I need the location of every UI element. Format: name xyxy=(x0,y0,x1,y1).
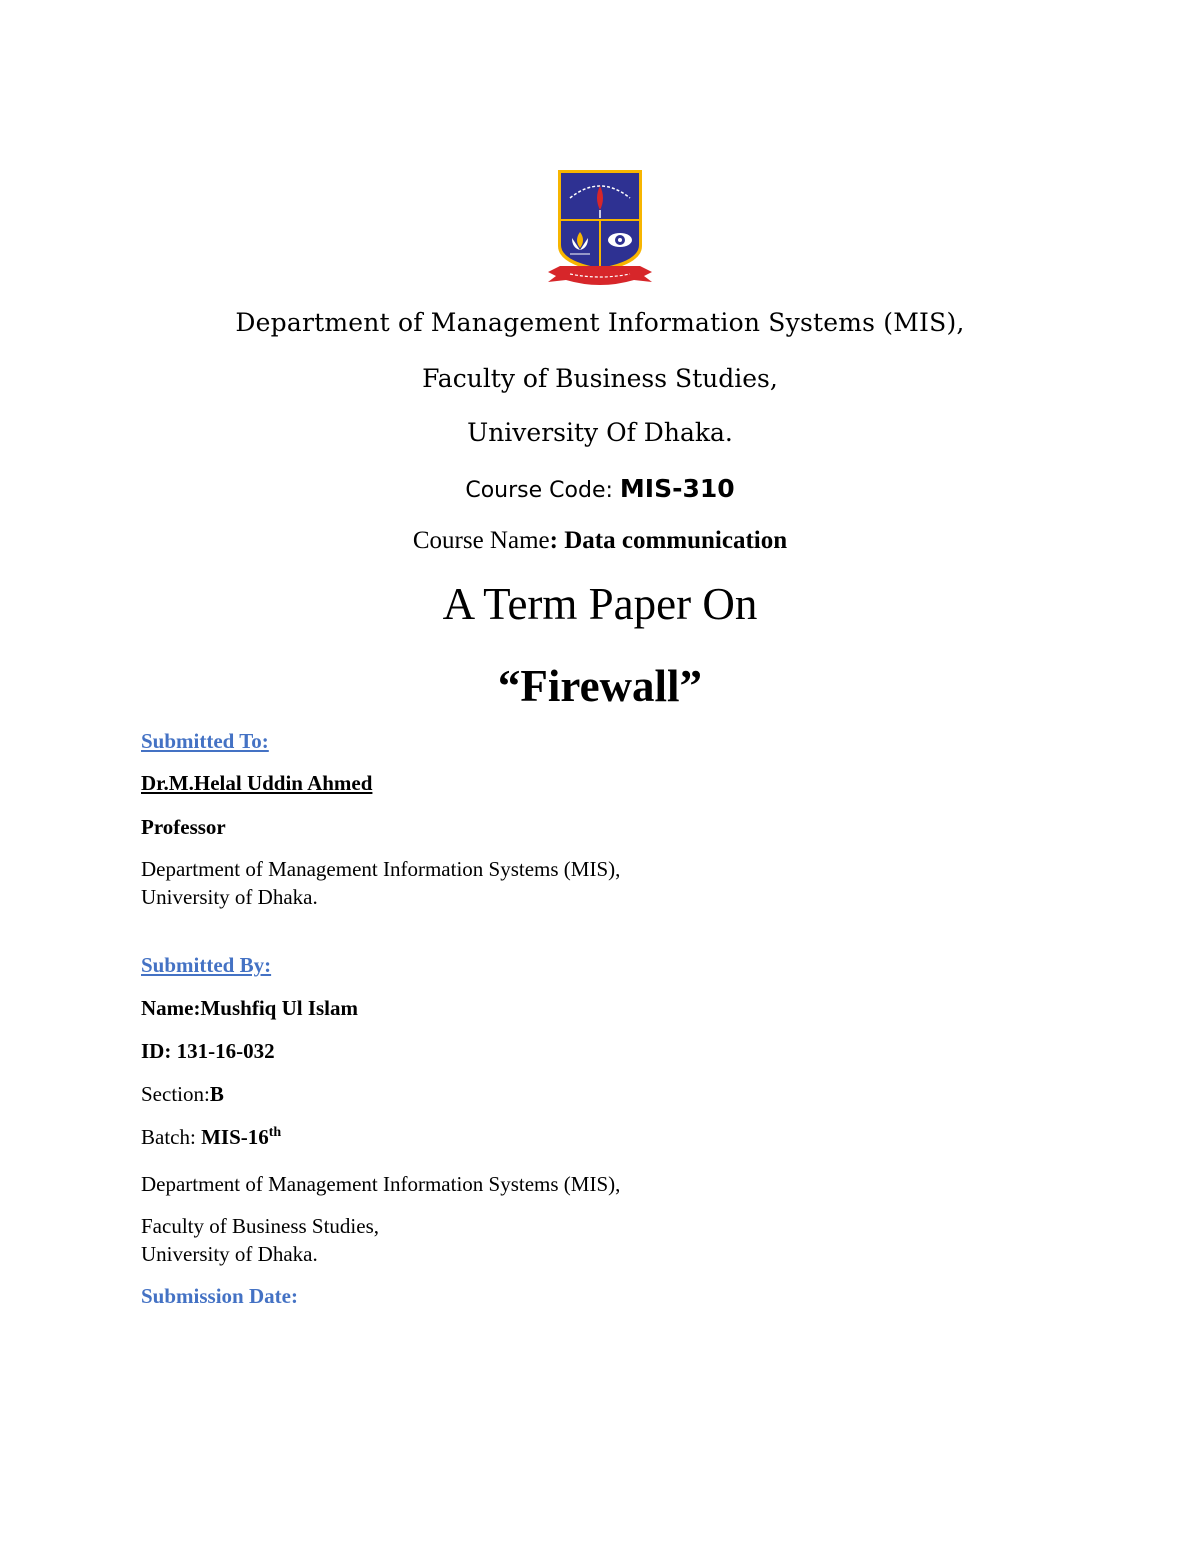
student-batch xyxy=(141,1125,281,1150)
supervisor-department: Department of Management Information Systems (MIS), xyxy=(141,857,621,881)
course-name-line xyxy=(0,527,1200,555)
supervisor-designation: Professor xyxy=(141,815,226,839)
section-value: B xyxy=(209,1082,224,1106)
supervisor-name: Dr.M.Helal Uddin Ahmed xyxy=(141,771,373,795)
student-section xyxy=(141,1082,224,1107)
section-label: Section: xyxy=(141,1082,210,1106)
submission-date-label: Submission Date: xyxy=(141,1284,298,1308)
course-code-label: Course Code: xyxy=(465,478,620,503)
student-id: ID: 131-16-032 xyxy=(141,1039,275,1063)
student-faculty: Faculty of Business Studies, xyxy=(141,1214,380,1238)
submitted-to-heading: Submitted To: xyxy=(141,729,269,753)
university-heading: University Of Dhaka. xyxy=(467,418,733,447)
student-name: Name:Mushfiq Ul Islam xyxy=(141,996,359,1020)
submitted-by-heading: Submitted By: xyxy=(141,953,272,977)
batch-suffix: th xyxy=(268,1125,282,1140)
batch-value: MIS-16 xyxy=(201,1125,269,1149)
department-heading: Department of Management Information Systems (MIS), xyxy=(235,308,965,337)
paper-title-topic: “Firewall” xyxy=(497,661,703,711)
course-code-line xyxy=(0,474,1200,503)
supervisor-university: University of Dhaka. xyxy=(141,885,318,909)
student-university: University of Dhaka. xyxy=(141,1242,318,1266)
faculty-heading: Faculty of Business Studies, xyxy=(422,364,778,393)
student-department: Department of Management Information Systems (MIS), xyxy=(141,1172,621,1196)
course-name-value: : Data communication xyxy=(549,527,788,554)
course-code-value: MIS-310 xyxy=(619,474,735,503)
batch-label: Batch: xyxy=(141,1125,202,1149)
university-crest-icon xyxy=(548,168,652,288)
paper-title-line1: A Term Paper On xyxy=(442,579,758,629)
course-name-label: Course Name xyxy=(412,527,550,554)
